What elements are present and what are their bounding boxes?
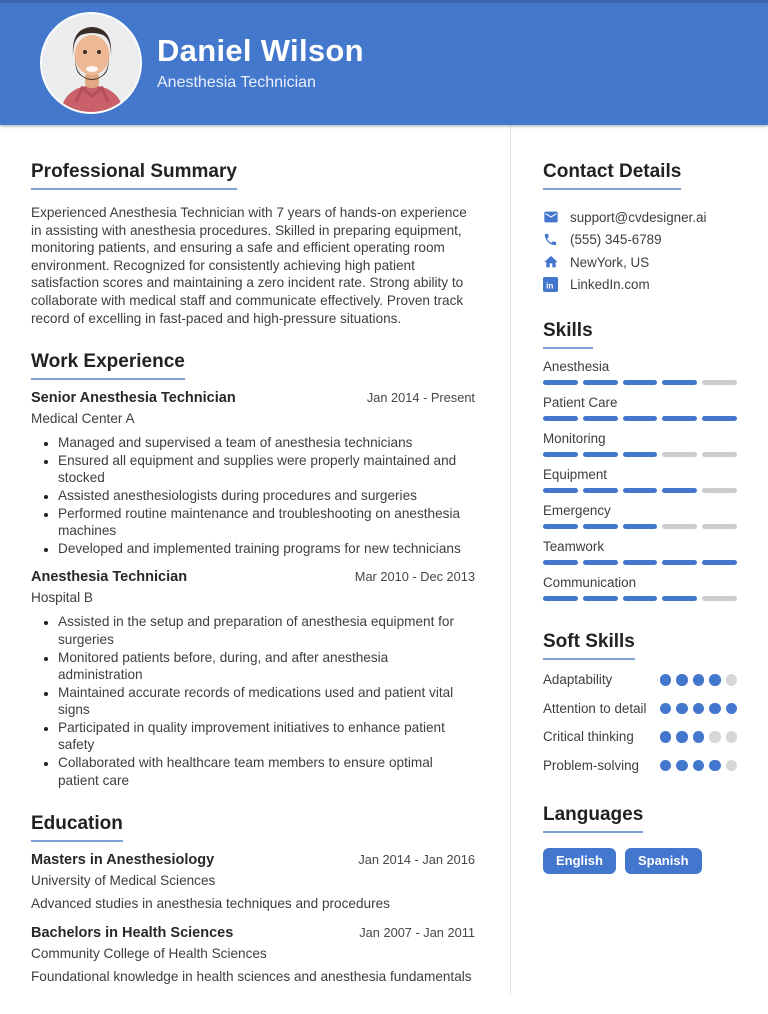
experience-heading: Work Experience bbox=[31, 351, 185, 380]
section-work-experience bbox=[31, 351, 475, 789]
skill-label: Teamwork bbox=[543, 539, 605, 554]
soft-skills-heading: Soft Skills bbox=[543, 631, 635, 660]
soft-skill-rating bbox=[660, 757, 738, 772]
soft-skill-label: Adaptability bbox=[543, 672, 613, 687]
skill-label: Anesthesia bbox=[543, 359, 610, 374]
job-bullet-list bbox=[31, 434, 475, 557]
job-title: Anesthesia Technician bbox=[31, 569, 188, 586]
education-entry bbox=[31, 924, 475, 986]
degree-title: Bachelors in Health Sciences bbox=[31, 924, 234, 941]
bullet-item: • Ensured all equipment and supplies were properly maintained and stocked bbox=[58, 452, 475, 487]
soft-skill-rating bbox=[660, 700, 738, 715]
profile-photo bbox=[40, 12, 142, 114]
skill-bar bbox=[543, 488, 737, 493]
contact-item-location bbox=[543, 251, 737, 274]
phone-icon bbox=[543, 232, 559, 248]
summary-heading: Professional Summary bbox=[31, 161, 237, 190]
education-heading: Education bbox=[31, 813, 123, 842]
contact-heading: Contact Details bbox=[543, 161, 681, 190]
soft-skill-label: Critical thinking bbox=[543, 729, 634, 744]
email-icon bbox=[543, 209, 559, 225]
skills-heading: Skills bbox=[543, 320, 593, 349]
soft-skill-item bbox=[543, 728, 737, 746]
section-languages bbox=[543, 804, 737, 874]
left-column bbox=[0, 125, 511, 995]
degree-title: Masters in Anesthesiology bbox=[31, 852, 215, 869]
language-tag: Spanish bbox=[625, 848, 702, 874]
section-education bbox=[31, 813, 475, 985]
section-professional-summary bbox=[31, 161, 475, 327]
bullet-item: • Maintained accurate records of medications used and patient vital signs bbox=[58, 684, 475, 719]
skill-item bbox=[543, 539, 737, 565]
bullet-item: • Managed and supervised a team of anesthesia technicians bbox=[58, 434, 475, 452]
degree-description: Foundational knowledge in health sciences and anesthesia fundamentals bbox=[31, 968, 472, 984]
section-contact-details bbox=[543, 161, 737, 296]
person-job-title: Anesthesia Technician bbox=[157, 73, 316, 91]
home-icon bbox=[543, 254, 559, 270]
person-name: Daniel Wilson bbox=[157, 32, 364, 68]
contact-item-phone bbox=[543, 229, 737, 252]
languages-heading: Languages bbox=[543, 804, 643, 833]
skill-bar bbox=[543, 380, 737, 385]
skill-label: Equipment bbox=[543, 467, 608, 482]
contact-email-text: support@cvdesigner.ai bbox=[570, 209, 707, 225]
contact-linkedin-text: LinkedIn.com bbox=[570, 277, 650, 293]
soft-skill-rating bbox=[660, 728, 738, 743]
skill-bar bbox=[543, 524, 737, 529]
soft-skill-item bbox=[543, 671, 737, 689]
bullet-item: • Participated in quality improvement initiatives to enhance patient safety bbox=[58, 719, 475, 754]
profile-photo-illustration bbox=[42, 14, 142, 114]
header bbox=[0, 0, 768, 125]
soft-skill-item bbox=[543, 757, 737, 775]
job-dates: Mar 2010 - Dec 2013 bbox=[354, 569, 475, 585]
bullet-item: • Monitored patients before, during, and after anesthesia administration bbox=[58, 649, 475, 684]
skill-bar bbox=[543, 416, 737, 421]
degree-dates: Jan 2014 - Jan 2016 bbox=[358, 852, 475, 868]
job-entry bbox=[31, 389, 475, 557]
job-entry bbox=[31, 568, 475, 789]
soft-skill-label: Problem-solving bbox=[543, 757, 640, 773]
summary-text: Experienced Anesthesia Technician with 7 years of hands-on experience in assisting with anesthesia procedures. Skilled in preparing equipment, monitoring patients, and ensuring a safe and efficient operating room environment. Recognized for consistently achieving high patient satisfaction scores and maintaining a zero incident rate. Strong ability to collaborate with medical staff and communicate effectively. Proven track record of excelling in fast-paced and high-pressure situations. bbox=[31, 205, 467, 326]
skill-bar bbox=[543, 452, 737, 457]
skill-item bbox=[543, 467, 737, 493]
svg-text:in: in bbox=[546, 281, 554, 291]
section-skills bbox=[543, 320, 737, 601]
soft-skill-item bbox=[543, 700, 737, 718]
bullet-item: • Assisted anesthesiologists during procedures and surgeries bbox=[58, 487, 475, 505]
skill-label: Communication bbox=[543, 575, 637, 590]
skill-label: Emergency bbox=[543, 503, 611, 518]
right-column bbox=[511, 125, 768, 995]
contact-item-email bbox=[543, 206, 737, 229]
job-dates: Jan 2014 - Present bbox=[366, 390, 475, 406]
soft-skill-rating bbox=[660, 671, 738, 686]
content bbox=[0, 125, 768, 995]
contact-list bbox=[543, 206, 737, 296]
job-bullet-list bbox=[31, 613, 475, 789]
degree-description: Advanced studies in anesthesia techniques and procedures bbox=[31, 896, 390, 912]
skill-bar bbox=[543, 596, 737, 601]
skill-item bbox=[543, 575, 737, 601]
language-list bbox=[543, 848, 737, 874]
degree-dates: Jan 2007 - Jan 2011 bbox=[359, 924, 475, 940]
skill-label: Patient Care bbox=[543, 395, 618, 410]
bullet-item: • Performed routine maintenance and troubleshooting on anesthesia machines bbox=[58, 505, 475, 540]
bullet-item: • Collaborated with healthcare team members to ensure optimal patient care bbox=[58, 754, 475, 789]
skill-item bbox=[543, 395, 737, 421]
contact-phone-text: (555) 345-6789 bbox=[570, 232, 662, 248]
skill-item bbox=[543, 503, 737, 529]
skill-bar bbox=[543, 560, 737, 565]
job-title: Senior Anesthesia Technician bbox=[31, 390, 236, 407]
education-entry bbox=[31, 851, 475, 913]
skill-label: Monitoring bbox=[543, 431, 606, 446]
section-soft-skills bbox=[543, 631, 737, 774]
job-company: Medical Center A bbox=[31, 411, 135, 427]
linkedin-icon bbox=[543, 277, 559, 293]
contact-location-text: NewYork, US bbox=[570, 254, 650, 270]
skill-item bbox=[543, 359, 737, 385]
bullet-item: • Developed and implemented training programs for new technicians bbox=[58, 540, 475, 558]
bullet-item: • Assisted in the setup and preparation of anesthesia equipment for surgeries bbox=[58, 613, 475, 648]
degree-school: Community College of Health Sciences bbox=[31, 945, 267, 961]
contact-item-linkedin bbox=[543, 274, 737, 297]
language-tag: English bbox=[543, 848, 616, 874]
degree-school: University of Medical Sciences bbox=[31, 873, 216, 889]
soft-skill-label: Attention to detail bbox=[543, 700, 647, 716]
skill-item bbox=[543, 431, 737, 457]
job-company: Hospital B bbox=[31, 590, 93, 606]
